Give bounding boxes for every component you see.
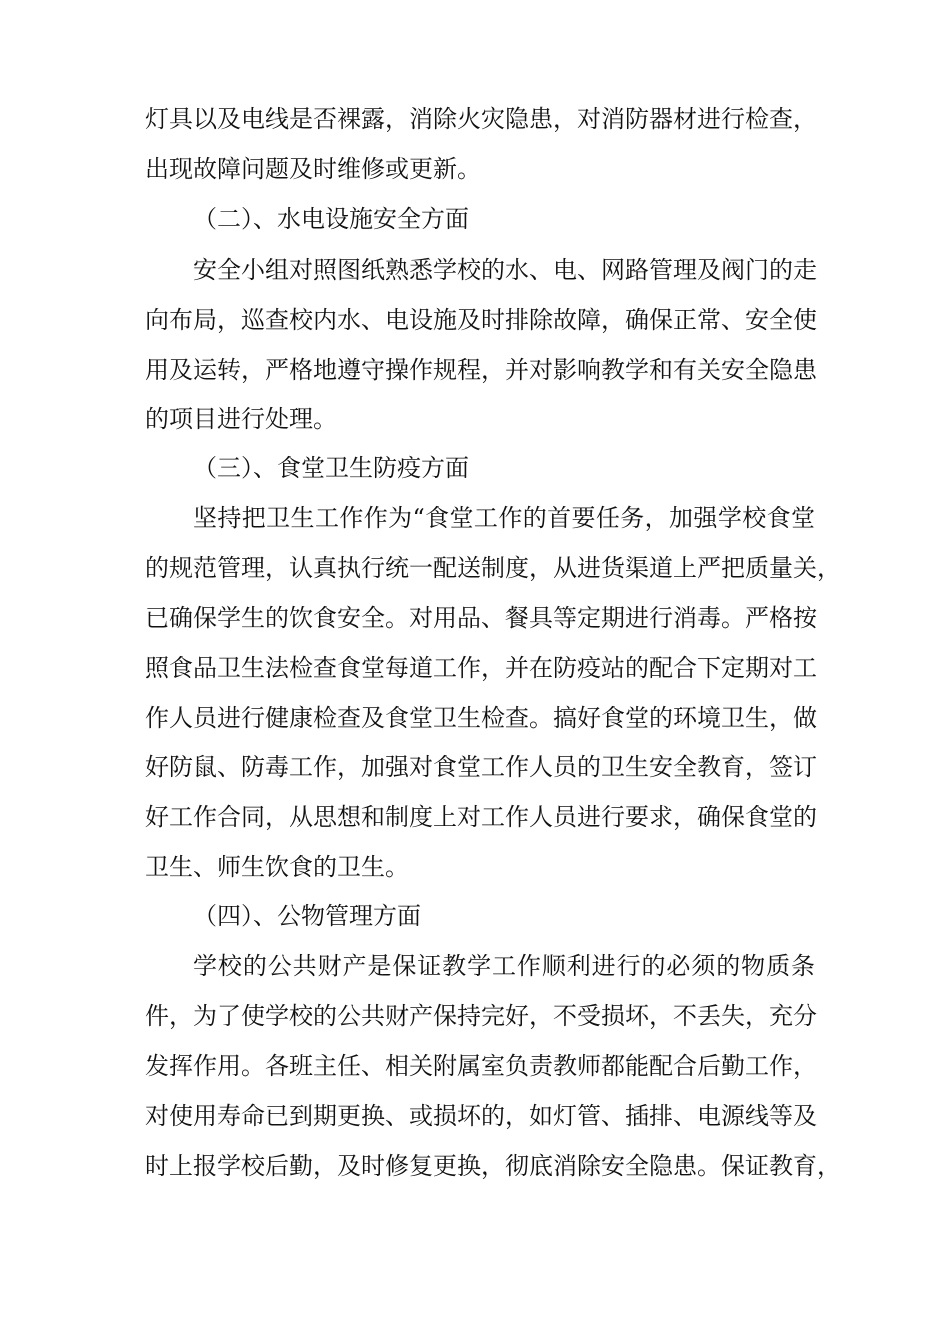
text-line: 时上报学校后勤，及时修复更换，彻底消除安全隐患。保证教育， [145,1152,841,1180]
text-line: 好防鼠、防毒工作，加强对食堂工作人员的卫生安全教育，签订 [145,753,817,781]
text-line: 对使用寿命已到期更换、或损坏的，如灯管、插排、电源线等及 [145,1102,817,1130]
text-line: 的规范管理，认真执行统一配送制度，从进货渠道上严把质量关， [145,554,841,582]
text-line: 安全小组对照图纸熟悉学校的水、电、网路管理及阀门的走 [193,256,817,284]
text-line: 学校的公共财产是保证教学工作顺利进行的必须的物质条 [193,952,815,980]
text-line: 坚持把卫生工作作为“食堂工作的首要任务，加强学校食堂 [193,504,815,532]
text-line: 的项目进行处理。 [145,405,337,433]
text-line: 灯具以及电线是否裸露，消除火灾隐患，对消防器材进行检查， [145,105,817,133]
text-line: 发挥作用。各班主任、相关附属室负责教师都能配合后勤工作， [145,1052,817,1080]
section-heading: （四）、公物管理方面 [193,902,421,930]
text-line: 作人员进行健康检查及食堂卫生检查。搞好食堂的环境卫生，做 [145,704,817,732]
text-line: 件，为了使学校的公共财产保持完好，不受损坏，不丢失，充分 [145,1002,817,1030]
text-line: 用及运转，严格地遵守操作规程，并对影响教学和有关安全隐患 [145,356,817,384]
text-line: 好工作合同，从思想和制度上对工作人员进行要求，确保食堂的 [145,803,817,831]
text-line: 照食品卫生法检查食堂每道工作，并在防疫站的配合下定期对工 [145,654,817,682]
text-line: 已确保学生的饮食安全。对用品、餐具等定期进行消毒。严格按 [145,604,817,632]
text-line: 卫生、师生饮食的卫生。 [145,853,409,881]
section-heading: （三）、食堂卫生防疫方面 [193,454,469,482]
section-heading: （二）、水电设施安全方面 [193,205,469,233]
text-line: 出现故障问题及时维修或更新。 [145,155,481,183]
text-line: 向布局，巡查校内水、电设施及时排除故障，确保正常、安全使 [145,306,817,334]
